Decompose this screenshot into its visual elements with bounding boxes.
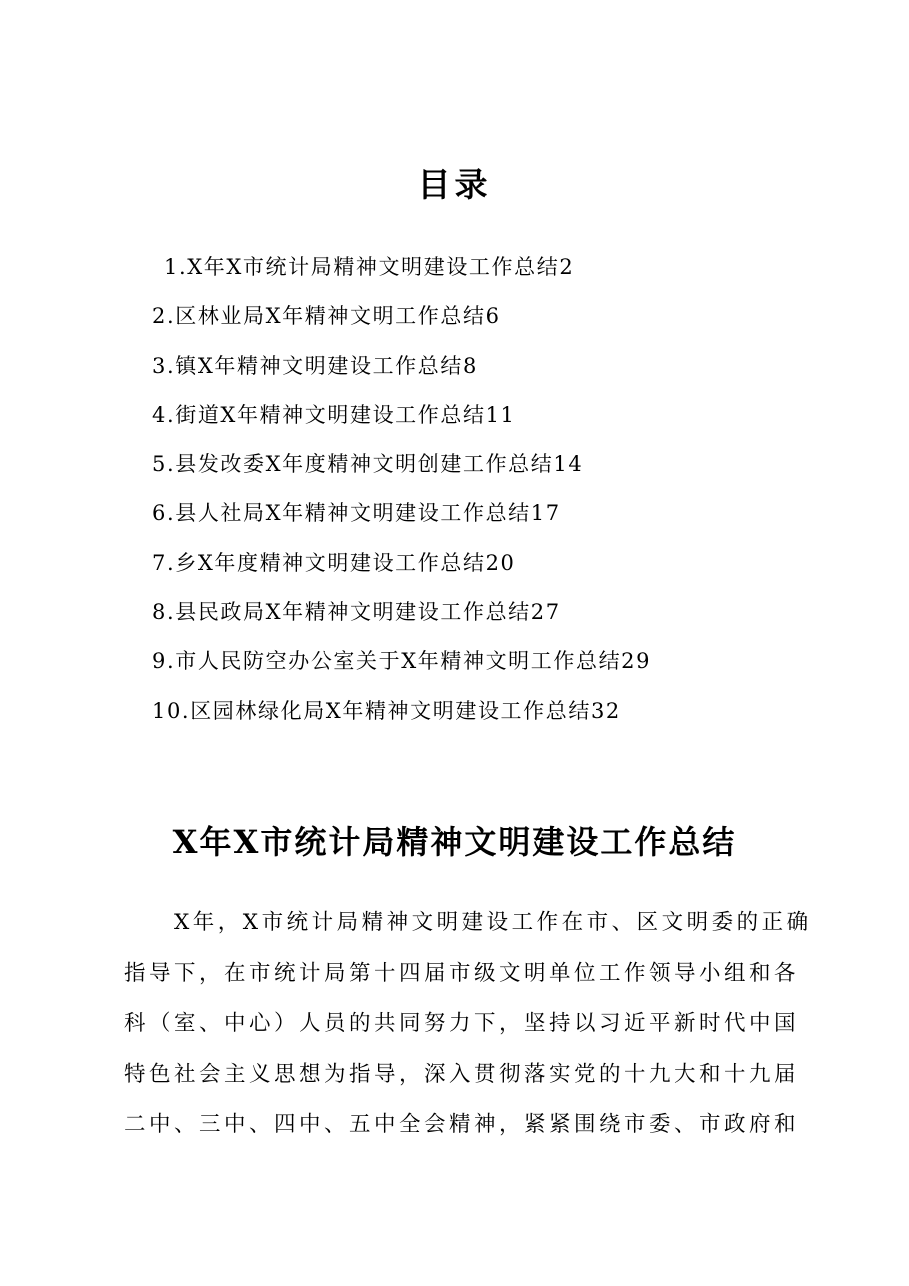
toc-item[interactable]: 3.镇X年精神文明建设工作总结8 [152, 353, 478, 378]
paragraph-line: 科（室、中心）人员的共同努力下，坚持以习近平新时代中国 [124, 1011, 800, 1037]
toc-item[interactable]: 6.县人社局X年精神文明建设工作总结17 [152, 501, 561, 526]
toc-item[interactable]: 7.乡X年度精神文明建设工作总结20 [152, 550, 516, 575]
toc-item[interactable]: 9.市人民防空办公室关于X年精神文明工作总结29 [152, 649, 652, 674]
toc-title: 目录 [417, 165, 492, 204]
toc-list [152, 243, 852, 736]
paragraph-line: 指导下，在市统计局第十四届市级文明单位工作领导小组和各 [124, 960, 800, 986]
paragraph-line: 特色社会主义思想为指导，深入贯彻落实党的十九大和十九届 [124, 1061, 800, 1087]
toc-item[interactable]: 1.X年X市统计局精神文明建设工作总结2 [164, 255, 575, 279]
toc-item[interactable]: 8.县民政局X年精神文明建设工作总结27 [152, 600, 561, 625]
toc-item[interactable]: 5.县发改委X年度精神文明创建工作总结14 [152, 452, 584, 477]
toc-item[interactable]: 2.区林业局X年精神文明工作总结6 [152, 304, 501, 329]
toc-item[interactable]: 4.街道X年精神文明建设工作总结11 [152, 402, 516, 427]
article-body [124, 898, 814, 1151]
paragraph-line: 二中、三中、四中、五中全会精神，紧紧围绕市委、市政府和 [124, 1112, 800, 1138]
paragraph-line: X年，X市统计局精神文明建设工作在市、区文明委的正确 [124, 910, 812, 935]
toc-item[interactable]: 10.区园林绿化局X年精神文明建设工作总结32 [152, 698, 621, 723]
article-title: X年X市统计局精神文明建设工作总结 [172, 823, 737, 861]
